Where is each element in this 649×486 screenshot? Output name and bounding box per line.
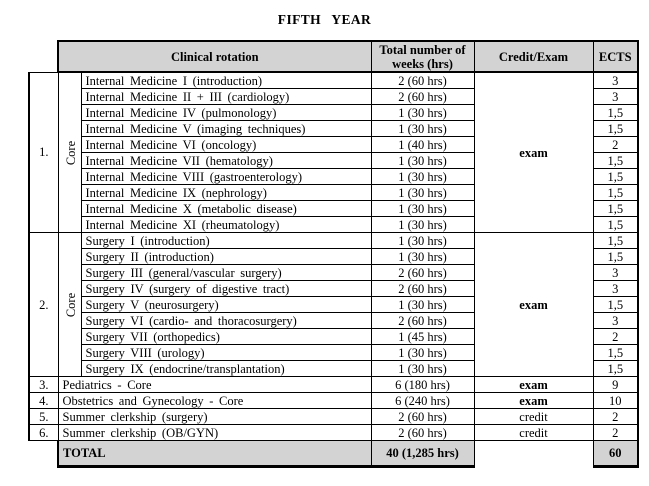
total-weeks-value: 40 (1,285 hrs): [371, 441, 474, 467]
core-label-cell: [58, 233, 81, 377]
total-credit-blank: [474, 441, 593, 467]
rotation-name: Internal Medicine V (imaging techniques): [81, 121, 371, 137]
ects-value: 9: [593, 377, 638, 393]
header-corner-blank: [29, 41, 58, 72]
credit-exam-value: exam: [474, 233, 593, 377]
weeks-value: 2 (60 hrs): [371, 265, 474, 281]
weeks-value: 2 (60 hrs): [371, 425, 474, 441]
table-row: [29, 393, 638, 409]
table-row: [29, 233, 638, 249]
curriculum-table: [28, 40, 639, 468]
row-number: 5.: [29, 409, 58, 425]
group-number: 1.: [29, 72, 58, 233]
weeks-value: 2 (60 hrs): [371, 72, 474, 89]
weeks-value: 1 (30 hrs): [371, 249, 474, 265]
table-row: [29, 409, 638, 425]
row-number: 6.: [29, 425, 58, 441]
weeks-value: 1 (30 hrs): [371, 361, 474, 377]
ects-value: 1,5: [593, 153, 638, 169]
row-number: 4.: [29, 393, 58, 409]
rotation-name: Pediatrics - Core: [58, 377, 371, 393]
ects-value: 3: [593, 265, 638, 281]
ects-value: 2: [593, 329, 638, 345]
ects-value: 1,5: [593, 201, 638, 217]
rotation-name: Surgery I (introduction): [81, 233, 371, 249]
rotation-name: Internal Medicine II + III (cardiology): [81, 89, 371, 105]
weeks-value: 1 (30 hrs): [371, 185, 474, 201]
header-credit-exam: Credit/Exam: [474, 41, 593, 72]
table-row: [29, 72, 638, 89]
total-corner-blank: [29, 441, 58, 467]
ects-value: 3: [593, 89, 638, 105]
rotation-name: Internal Medicine VIII (gastroenterology): [81, 169, 371, 185]
credit-exam-value: exam: [474, 72, 593, 233]
weeks-value: 1 (40 hrs): [371, 137, 474, 153]
ects-value: 10: [593, 393, 638, 409]
rotation-name: Summer clerkship (OB/GYN): [58, 425, 371, 441]
weeks-value: 1 (30 hrs): [371, 105, 474, 121]
weeks-value: 1 (30 hrs): [371, 121, 474, 137]
rotation-name: Internal Medicine XI (rheumatology): [81, 217, 371, 233]
rotation-name: Surgery II (introduction): [81, 249, 371, 265]
ects-value: 1,5: [593, 169, 638, 185]
ects-value: 1,5: [593, 249, 638, 265]
ects-value: 1,5: [593, 217, 638, 233]
ects-value: 2: [593, 409, 638, 425]
weeks-value: 1 (30 hrs): [371, 169, 474, 185]
ects-value: 3: [593, 281, 638, 297]
rotation-name: Surgery VIII (urology): [81, 345, 371, 361]
ects-value: 1,5: [593, 345, 638, 361]
rotation-name: Surgery IV (surgery of digestive tract): [81, 281, 371, 297]
table-row: [29, 377, 638, 393]
rotation-name: Internal Medicine VII (hematology): [81, 153, 371, 169]
ects-value: 1,5: [593, 105, 638, 121]
rotation-name: Internal Medicine IV (pulmonology): [81, 105, 371, 121]
ects-value: 2: [593, 137, 638, 153]
header-row: [29, 41, 638, 72]
weeks-value: 1 (30 hrs): [371, 217, 474, 233]
core-label: Core: [63, 140, 78, 165]
total-ects-value: 60: [593, 441, 638, 467]
rotation-name: Surgery III (general/vascular surgery): [81, 265, 371, 281]
weeks-value: 1 (45 hrs): [371, 329, 474, 345]
row-number: 3.: [29, 377, 58, 393]
weeks-value: 2 (60 hrs): [371, 89, 474, 105]
core-label-cell: [58, 72, 81, 233]
rotation-name: Surgery V (neurosurgery): [81, 297, 371, 313]
page-title: FIFTH YEAR: [277, 12, 372, 27]
rotation-name: Internal Medicine X (metabolic disease): [81, 201, 371, 217]
ects-value: 1,5: [593, 297, 638, 313]
ects-value: 1,5: [593, 233, 638, 249]
weeks-value: 1 (30 hrs): [371, 233, 474, 249]
weeks-value: 2 (60 hrs): [371, 281, 474, 297]
header-clinical-rotation: Clinical rotation: [58, 41, 371, 72]
weeks-value: 6 (240 hrs): [371, 393, 474, 409]
table-row: [29, 425, 638, 441]
total-row: [29, 441, 638, 467]
weeks-value: 1 (30 hrs): [371, 201, 474, 217]
rotation-name: Internal Medicine IX (nephrology): [81, 185, 371, 201]
weeks-value: 2 (60 hrs): [371, 313, 474, 329]
rotation-name: Internal Medicine VI (oncology): [81, 137, 371, 153]
ects-value: 1,5: [593, 121, 638, 137]
credit-exam-value: exam: [474, 393, 593, 409]
header-weeks: Total number of weeks (hrs): [371, 41, 474, 72]
rotation-name: Summer clerkship (surgery): [58, 409, 371, 425]
rotation-name: Surgery IX (endocrine/transplantation): [81, 361, 371, 377]
weeks-value: 6 (180 hrs): [371, 377, 474, 393]
ects-value: 1,5: [593, 361, 638, 377]
ects-value: 2: [593, 425, 638, 441]
core-label: Core: [63, 292, 78, 317]
weeks-value: 1 (30 hrs): [371, 297, 474, 313]
rotation-name: Surgery VII (orthopedics): [81, 329, 371, 345]
ects-value: 3: [593, 72, 638, 89]
rotation-name: Internal Medicine I (introduction): [81, 72, 371, 89]
ects-value: 3: [593, 313, 638, 329]
weeks-value: 1 (30 hrs): [371, 345, 474, 361]
total-label: TOTAL: [58, 441, 371, 467]
weeks-value: 2 (60 hrs): [371, 409, 474, 425]
credit-exam-value: exam: [474, 377, 593, 393]
header-ects: ECTS: [593, 41, 638, 72]
ects-value: 1,5: [593, 185, 638, 201]
group-number: 2.: [29, 233, 58, 377]
weeks-value: 1 (30 hrs): [371, 153, 474, 169]
credit-exam-value: credit: [474, 409, 593, 425]
credit-exam-value: credit: [474, 425, 593, 441]
rotation-name: Surgery VI (cardio- and thoracosurgery): [81, 313, 371, 329]
rotation-name: Obstetrics and Gynecology - Core: [58, 393, 371, 409]
